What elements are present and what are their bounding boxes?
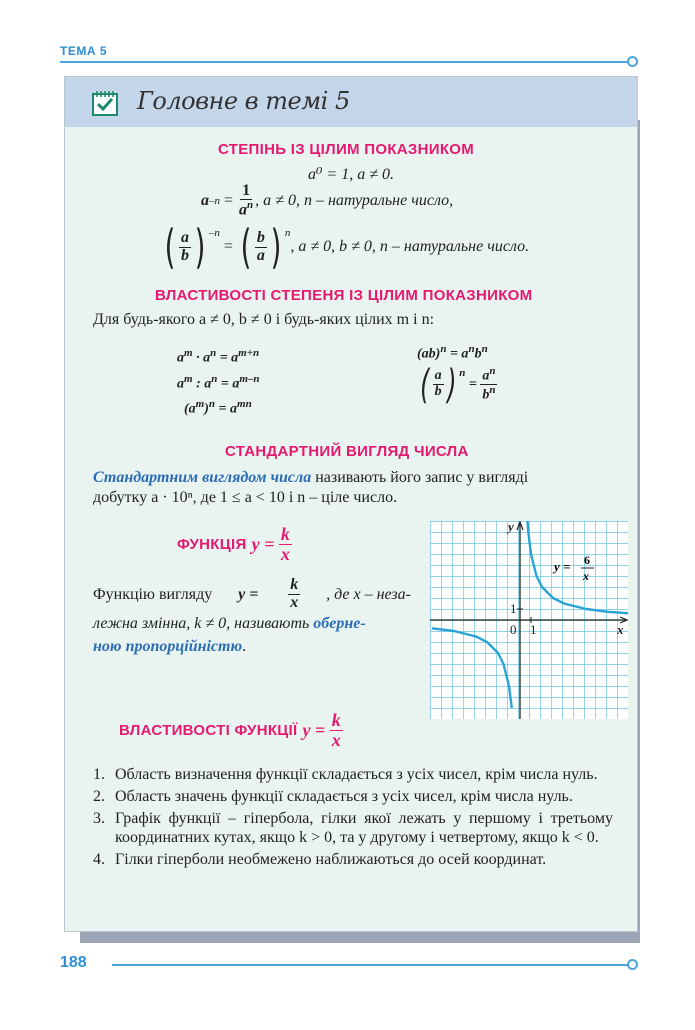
list-item-text: Область визначення функції складається з усіх чисел, крім числа нуль. — [115, 766, 598, 783]
inverse-proportion-term2: ною пропорційністю — [93, 637, 243, 655]
zero-power-text: a⁰ = 1, a ≠ 0. — [308, 166, 394, 183]
list-item-number: 4. — [93, 851, 105, 868]
negative-power-conditions: , a ≠ 0, n – натуральне число, — [255, 192, 454, 209]
heading-standard-form: СТАНДАРТНИЙ ВИГЛЯД ЧИСЛА — [225, 443, 469, 460]
function-def-mid: , де x – неза- — [326, 585, 411, 603]
function-properties-heading-text: ВЛАСТИВОСТІ ФУНКЦІЇ — [119, 721, 298, 739]
heading-power-properties: ВЛАСТИВОСТІ СТЕПЕНЯ ІЗ ЦІЛИМ ПОКАЗНИКОМ — [155, 287, 533, 304]
function-def-dot: . — [242, 637, 247, 655]
list-item — [93, 787, 613, 806]
heading-function-properties: ВЛАСТИВОСТІ ФУНКЦІЇ y = $\frac{k}{x}$ — [119, 710, 341, 750]
curve-label-numerator: 6 — [584, 553, 590, 567]
origin-label: 0 — [510, 622, 517, 637]
box-header — [65, 77, 637, 127]
page-number: 188 — [60, 954, 87, 971]
hyperbola-graph — [430, 521, 628, 719]
y-tick-label: 1 — [510, 601, 517, 616]
standard-form-text2: добутку a · 10ⁿ, де 1 ≤ a < 10 і n – ціле число. — [93, 489, 398, 506]
list-item — [93, 850, 613, 869]
box-title: Головне в темі 5 — [137, 87, 350, 115]
formula-negative-power: a –n = $\frac{1}{a^n}$ , a ≠ 0, n – натуральне число, — [201, 181, 454, 219]
topic-label: ТЕМА 5 — [60, 44, 108, 58]
list-item-number: 3. — [93, 810, 105, 827]
function-heading-text: ФУНКЦІЯ — [177, 535, 247, 553]
x-tick-label: 1 — [530, 622, 537, 637]
x-axis-label: x — [617, 622, 624, 637]
list-item-text: Гілки гіперболи необмежено наближаються до осей координат. — [115, 851, 547, 868]
top-rule — [60, 61, 632, 63]
bottom-rule — [112, 964, 632, 966]
function-properties-list — [93, 765, 613, 872]
list-item-text: Графік функції – гіпербола, гілки якої лежать у першому і третьому координатних кутах, якщо k > 0, та у другому і четвертому, якщо k < 0. — [115, 810, 613, 846]
list-item-number: 1. — [93, 766, 105, 783]
checklist-icon — [91, 89, 119, 117]
formula-fraction-power: ( $\frac{a}{b}$ ) $^{-n}$ = ( $\frac{b}{a}$ ) $^n$ , a ≠ 0, b ≠ 0, n – натуральне число. — [164, 220, 530, 274]
properties-intro: Для будь-якого a ≠ 0, b ≠ 0 і будь-яких цілих m і n: — [93, 311, 435, 328]
properties-left: $a^m \cdot a^n = a^{m+n}$ $a^m$ : $a^n = a^{m-n}$ $(a^m)^n = a^{mn}$ — [177, 347, 260, 417]
curve-label-denominator: x — [583, 569, 589, 583]
y-axis-label: y — [508, 521, 514, 534]
list-item-number: 2. — [93, 788, 105, 805]
list-item — [93, 765, 613, 784]
standard-form-text1: називають його запис у вигляді — [311, 469, 529, 486]
curve-label-lhs: y = — [554, 559, 571, 574]
standard-form-definition — [93, 468, 629, 508]
inverse-proportion-term1: оберне- — [313, 614, 366, 632]
heading-function: ФУНКЦІЯ y = $\frac{k}{x}$ — [177, 524, 290, 564]
function-def-line2: лежна змінна, k ≠ 0, називають — [93, 614, 314, 632]
standard-form-term: Стандартним виглядом числа — [93, 469, 312, 486]
function-definition: Функцію вигляду y = $\frac{k}{x}$ , де x – неза- лежна змінна, k ≠ 0, називають оберне- ною пропорційністю. — [93, 576, 411, 655]
top-rule-dot — [627, 56, 638, 67]
list-item — [93, 809, 613, 847]
properties-right: $(ab)^n = a^nb^n$ ( $\frac{a}{b}$ ) $^n$ = $\frac{a^n}{b^n}$ — [417, 343, 496, 408]
bottom-rule-dot — [627, 959, 638, 970]
summary-box — [64, 76, 638, 932]
fraction-power-conditions: , a ≠ 0, b ≠ 0, n – натуральне число. — [290, 238, 530, 255]
function-def-start: Функцію вигляду — [93, 585, 213, 603]
heading-integer-exponent: СТЕПІНЬ ІЗ ЦІЛИМ ПОКАЗНИКОМ — [218, 141, 475, 158]
list-item-text: Область значень функції складається з усіх чисел, крім числа нуль. — [115, 788, 573, 805]
